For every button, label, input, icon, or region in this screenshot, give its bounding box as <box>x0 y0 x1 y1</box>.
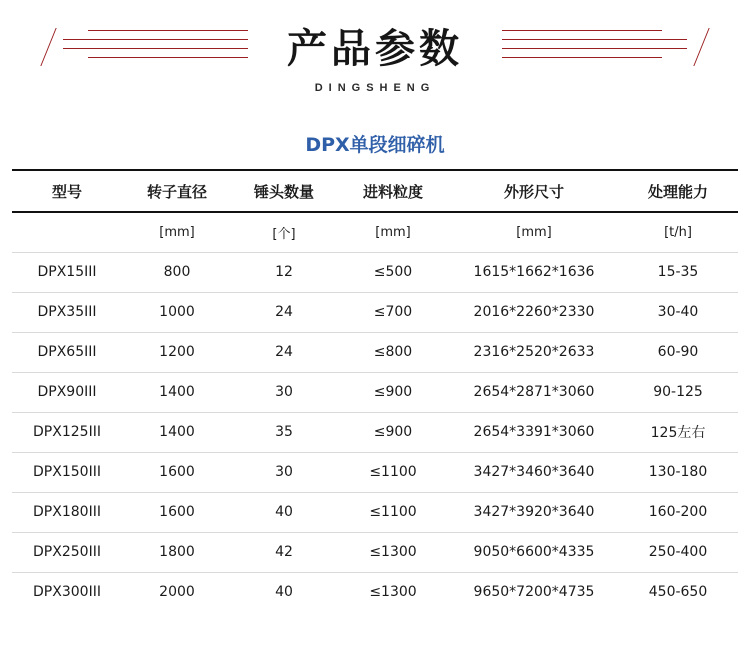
cell-rotor-diameter: 1600 <box>122 492 232 532</box>
cell-model: DPX300III <box>33 584 101 601</box>
cell-feed-size: ≤800 <box>336 332 450 372</box>
decorative-slash-right <box>654 28 709 66</box>
spec-table-head <box>12 170 738 212</box>
cell-model: DPX35III <box>12 292 122 332</box>
column-header-capacity: 处理能力 <box>618 170 738 212</box>
unit-cell: [mm] <box>336 212 450 252</box>
cell-rotor-diameter: 1800 <box>122 532 232 572</box>
cell-capacity: 30-40 <box>618 292 738 332</box>
cell-rotor-diameter: 1200 <box>122 332 232 372</box>
decorative-bar <box>88 57 248 58</box>
table-row <box>12 452 738 492</box>
cell-rotor-diameter: 1600 <box>122 452 232 492</box>
cell-model: DPX15III <box>12 252 122 292</box>
cell-capacity: 15-35 <box>618 252 738 292</box>
cell-hammer-count: 35 <box>232 412 336 452</box>
cell-dimensions: 2654*2871*3060 <box>450 372 618 412</box>
cell-hammer-count: 30 <box>232 372 336 412</box>
cell-feed-size: ≤1300 <box>336 532 450 572</box>
cell-dimensions: 2316*2520*2633 <box>450 332 618 372</box>
cell-feed-size: ≤900 <box>336 372 450 412</box>
cell-hammer-count: 40 <box>232 492 336 532</box>
page-header <box>0 0 750 118</box>
spec-table <box>12 169 738 612</box>
cell-model: DPX250III <box>12 532 122 572</box>
cell-capacity: 90-125 <box>618 372 738 412</box>
cell-capacity: 450-650 <box>648 584 708 601</box>
cell-dimensions: 3427*3460*3640 <box>450 452 618 492</box>
page-title: 产品参数 <box>287 25 463 72</box>
unit-cell: [个] <box>232 212 336 252</box>
spec-table-container <box>0 169 750 612</box>
spec-table-body <box>12 212 738 612</box>
cell-dimensions: 2654*3391*3060 <box>450 412 618 452</box>
cell-dimensions: 3427*3920*3640 <box>450 492 618 532</box>
decorative-bar <box>502 30 662 31</box>
unit-cell: [t/h] <box>618 212 738 252</box>
cell-hammer-count: 12 <box>232 252 336 292</box>
cell-model: DPX90III <box>12 372 122 412</box>
table-row <box>12 252 738 292</box>
cell-rotor-diameter: 2000 <box>159 584 195 601</box>
unit-cell: [mm] <box>122 212 232 252</box>
brand-name: DINGSHENG <box>314 82 436 94</box>
column-header-model: 型号 <box>12 170 122 212</box>
decorative-bar <box>88 30 248 31</box>
cell-hammer-count: 24 <box>232 332 336 372</box>
cell-hammer-count: 42 <box>232 532 336 572</box>
column-header-feed-size: 进料粒度 <box>336 170 450 212</box>
table-row <box>12 372 738 412</box>
table-caption: DPX单段细碎机 <box>305 134 445 156</box>
table-row <box>12 412 738 452</box>
decorative-slash-left <box>40 28 95 66</box>
cell-hammer-count: 30 <box>232 452 336 492</box>
table-row <box>12 572 738 612</box>
table-row <box>12 292 738 332</box>
cell-rotor-diameter: 1400 <box>122 412 232 452</box>
decorative-bar <box>502 57 662 58</box>
cell-rotor-diameter: 800 <box>122 252 232 292</box>
cell-feed-size: ≤1100 <box>336 492 450 532</box>
cell-model: DPX180III <box>12 492 122 532</box>
table-header-row <box>12 170 738 212</box>
cell-capacity: 60-90 <box>618 332 738 372</box>
decorative-lines-right <box>502 30 702 64</box>
cell-capacity: 125左右 <box>618 412 738 452</box>
cell-capacity: 130-180 <box>618 452 738 492</box>
column-header-hammer-count: 锤头数量 <box>232 170 336 212</box>
cell-model: DPX125III <box>12 412 122 452</box>
decorative-lines-left <box>48 30 248 64</box>
table-row <box>12 332 738 372</box>
cell-rotor-diameter: 1000 <box>122 292 232 332</box>
cell-capacity: 160-200 <box>618 492 738 532</box>
cell-model: DPX150III <box>12 452 122 492</box>
cell-dimensions: 9050*6600*4335 <box>450 532 618 572</box>
table-row <box>12 532 738 572</box>
decorative-bar <box>63 39 248 40</box>
column-header-rotor-diameter: 转子直径 <box>122 170 232 212</box>
table-units-row <box>12 212 738 252</box>
cell-hammer-count: 24 <box>232 292 336 332</box>
cell-feed-size: ≤1100 <box>336 452 450 492</box>
cell-feed-size: ≤900 <box>336 412 450 452</box>
column-header-dimensions: 外形尺寸 <box>450 170 618 212</box>
cell-dimensions: 1615*1662*1636 <box>450 252 618 292</box>
unit-cell <box>12 212 122 252</box>
table-row <box>12 492 738 532</box>
cell-feed-size: ≤1300 <box>369 584 417 601</box>
cell-hammer-count: 40 <box>275 584 293 601</box>
cell-rotor-diameter: 1400 <box>122 372 232 412</box>
decorative-bar <box>502 48 687 49</box>
cell-model: DPX65III <box>12 332 122 372</box>
cell-feed-size: ≤500 <box>336 252 450 292</box>
decorative-bar <box>63 48 248 49</box>
header-title-row <box>0 14 750 76</box>
cell-dimensions: 2016*2260*2330 <box>450 292 618 332</box>
unit-cell: [mm] <box>450 212 618 252</box>
cell-capacity: 250-400 <box>618 532 738 572</box>
cell-feed-size: ≤700 <box>336 292 450 332</box>
decorative-bar <box>502 39 687 40</box>
cell-dimensions: 9650*7200*4735 <box>473 584 595 601</box>
